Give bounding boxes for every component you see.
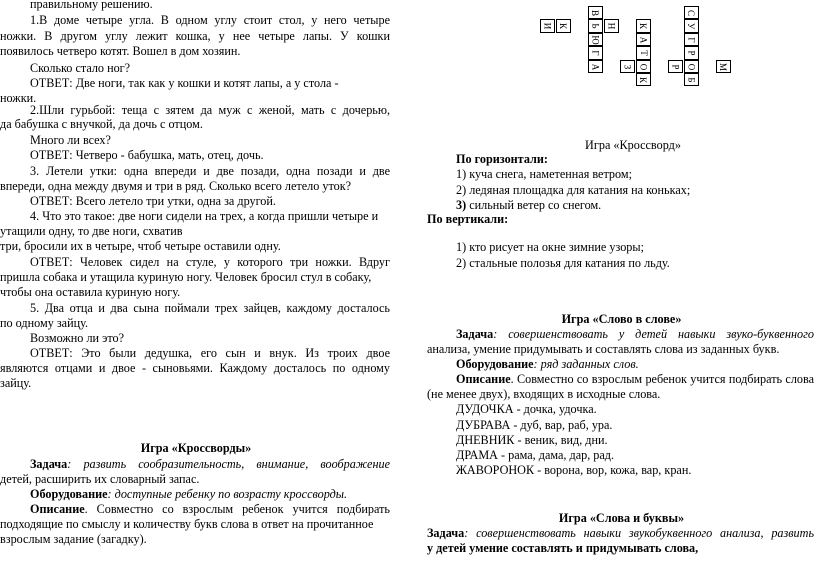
crossword-letter: Р [670,64,681,70]
desc-label: Описание [30,502,85,516]
word-item: ДНЕВНИК - веник, вид, дни. [456,433,608,447]
task-text: : совершенствовать у детей навыки звуко-буквенного [493,327,814,341]
desc-text: . Совместно со взрослым ребенок учится подбирать слова [510,372,814,386]
text-line: 1.В доме четыре угла. В одном углу стоит стол, у него четыре [30,13,390,27]
clue-item: 1) кто рисует на окне зимние узоры; [456,240,644,254]
crossword-cell [684,73,699,86]
crossword-cell [604,19,619,32]
text-line: 5. Два отца и два сына поймали трех зайцев, каждому досталось [30,301,390,315]
text-line: ножки. В другом углу лежит кошка, у нее четыре лапы. У кошки [0,29,390,43]
text-line: ножки. [0,91,37,105]
crossword-letter: К [558,23,569,30]
text-line: являются отцами и двое - сыновьями. Каждому досталось по одному [0,361,390,375]
crossword-cell [588,19,603,32]
crossword-cell [588,46,603,59]
crossword-cell [684,6,699,19]
crossword-letter: С [686,9,697,17]
task-line [427,526,814,541]
crossword-letter: М [718,62,729,71]
crossword-cell [684,60,699,73]
word-item: ДУДОЧКА - дочка, удочка. [456,402,597,416]
crossword-cell [556,19,571,32]
section-heading: Игра «Кроссворд» [585,138,681,152]
equip-line [30,487,422,502]
vertical-label: По вертикали: [427,212,509,226]
crossword-cell [540,19,555,32]
crossword-letter: В [590,9,601,17]
text-line: ОТВЕТ: Всего летело три утки, одна за другой. [30,194,276,208]
text-line: впереди, одна между двумя и три в ряд. Сколько всего летело уток? [0,179,352,193]
text-line: появилось четверо котят. Вошел в дом хозяин. [0,44,241,58]
word-item: ЖАВОРОНОК - ворона, вор, кожа, вар, кран. [456,463,692,477]
clue-item [456,198,601,213]
crossword-letter: О [686,63,697,70]
crossword-cell [668,60,683,73]
crossword-letter: О [638,63,649,70]
text-line: пришла собака и утащила куриную ногу. Человек бросил стул в собаку, [0,270,372,284]
text-line: подходящие по смыслу и количеству букв слова в ответ на прочитанное [0,517,374,531]
text-line: чтобы она оставила куриную ногу. [0,285,181,299]
text-line: детей, расширить их словарный запас. [0,472,200,486]
crossword-letter: Б [686,77,697,83]
crossword-letter: А [590,63,601,70]
text-line: анализа, умение придумывать и составлять слова из заданных букв. [427,342,780,356]
text-line: по одному зайцу. [0,316,89,330]
crossword-cell [684,19,699,32]
text-line: утащили одну, то две ноги, схватив [0,224,183,238]
text-line: Сколько стало ног? [30,61,131,75]
crossword-cell [684,33,699,46]
crossword-cell [588,33,603,46]
crossword-cell [636,60,651,73]
task-text: : совершенствовать навыки звукобуквенного анализа, развить [464,526,814,540]
crossword-letter: Г [590,50,601,56]
crossword-letter: Ю [590,35,601,45]
text-line: три, бросили их в четыре, чтоб четыре оставили одну. [0,239,281,253]
clue-text: сильный ветер со снегом. [466,198,602,212]
text-line: (не менее двух), входящих в исходные слова. [427,387,661,401]
crossword-cell [636,73,651,86]
crossword-cell [636,19,651,32]
crossword-cell [588,60,603,73]
section-heading: Игра «Слово в слове» [561,312,682,326]
crossword-letter: Н [606,23,617,30]
clue-number: 3) [456,198,467,212]
desc-text: . Совместно со взрослым ребенок учится подбирать [84,502,390,516]
task-label: Задача [30,457,68,471]
clue-item: 2) стальные полозья для катания по льду. [456,256,670,270]
word-item: ДУБРАВА - дуб, вар, раб, ура. [456,418,613,432]
crossword-cell [620,60,635,73]
clue-item: 1) куча снега, наметенная ветром; [456,167,632,181]
text-line: зайцу. [0,376,32,390]
equip-label: Оборудование [30,487,108,501]
text-line: ОТВЕТ: Четверо - бабушка, мать, отец, дочь. [30,148,264,162]
crossword-letter: Ь [590,23,601,29]
crossword-grid [540,6,730,90]
text-line: 2.Шли гурьбой: теща с зятем да муж с женой, мать с дочерью, [30,103,390,117]
crossword-cell [636,33,651,46]
equip-text: : ряд заданных слов. [533,357,639,371]
crossword-letter: У [686,23,697,30]
horizontal-label: По горизонтали: [456,152,548,166]
crossword-cell [716,60,731,73]
desc-label: Описание [456,372,511,386]
clue-item: 2) ледяная площадка для катания на коньках; [456,183,691,197]
crossword-letter: К [638,76,649,84]
task-label: Задача [456,327,494,341]
crossword-letter: И [542,23,553,30]
crossword-cell [636,46,651,59]
desc-line [30,502,390,517]
text-line: у детей умение составлять и придумывать слова, [427,541,699,555]
task-line [456,327,814,342]
task-text: : развить сообразительность, внимание, воображение [67,457,390,471]
crossword-cell [684,46,699,59]
text-line: ОТВЕТ: Человек сидел на стуле, у которого три ножки. Вдруг [30,255,390,269]
text-line: 3. Летели утки: одна впереди и две позади, одна позади и две [30,164,390,178]
text-line: ОТВЕТ: Это были дедушка, его сын и внук. Из троих двое [30,346,390,360]
section-heading: Игра «Кроссворды» [140,441,252,455]
text-line: Возможно ли это? [30,331,125,345]
equip-text: : доступные ребенку по возрасту кроссворды. [107,487,348,501]
text-line: взрослым задание (загадку). [0,532,147,546]
text-line: 4. Что это такое: две ноги сидели на трех, а когда пришли четыре и [30,209,379,223]
crossword-cell [588,6,603,19]
task-label: Задача [427,526,465,540]
text-line: правильному решению. [30,0,153,11]
text-line: Много ли всех? [30,133,111,147]
crossword-letter: К [638,23,649,30]
equip-line [456,357,639,372]
text-line: ОТВЕТ: Две ноги, так как у кошки и котят лапы, а у стола - [30,76,339,90]
crossword-letter: З [622,64,633,69]
word-item: ДРАМА - рама, дама, дар, рад. [456,448,615,462]
crossword-letter: А [638,36,649,44]
crossword-letter: Г [686,37,697,43]
crossword-letter: Т [638,50,649,56]
section-heading: Игра «Слова и буквы» [558,511,685,525]
equip-label: Оборудование [456,357,534,371]
crossword-letter: Р [686,50,697,56]
text-line: да бабушка с внучкой, да дочь с отцом. [0,117,203,131]
task-line [30,457,390,472]
desc-line [456,372,814,387]
